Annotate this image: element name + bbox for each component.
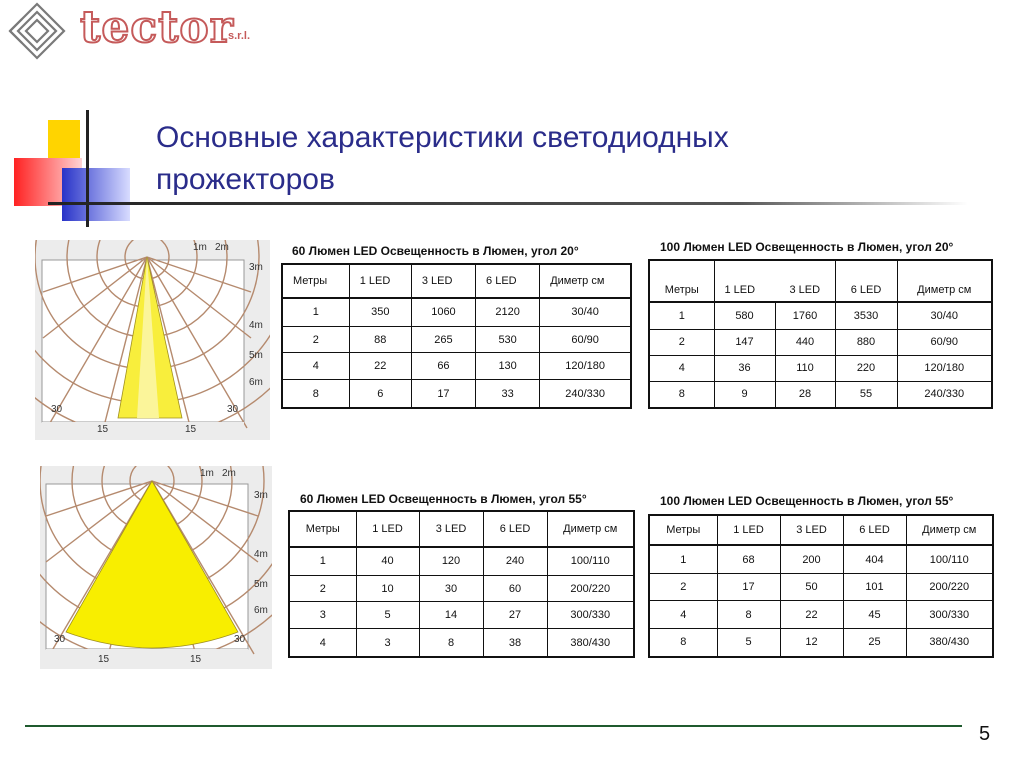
beam-diagram-20 (35, 240, 270, 440)
table-cell: 5 (356, 602, 419, 629)
column-header: Метры (649, 260, 714, 302)
table-row (649, 601, 993, 628)
column-header: Диметр см (547, 511, 634, 547)
scale-5m-label: 5m (249, 350, 263, 361)
column-header: Метры (282, 264, 349, 298)
table-cell: 380/430 (547, 629, 634, 657)
scale-2m-label: 2m (222, 468, 236, 479)
table-cell: 88 (349, 326, 411, 353)
table-cell: 45 (843, 601, 906, 628)
table-cell: 200/220 (547, 575, 634, 602)
scale-6m-label: 6m (254, 605, 268, 616)
table-caption-60-20: 60 Люмен LED Освещенность в Люмен, угол 20° (292, 244, 579, 258)
scale-4m-label: 4m (249, 320, 263, 331)
beam-diagram-55 (40, 466, 272, 669)
table-row (289, 602, 634, 629)
column-header: 6 LED (843, 515, 906, 545)
table-row (649, 381, 992, 408)
table-cell: 3 (289, 602, 356, 629)
table-cell: 5 (717, 628, 780, 657)
table-cell: 27 (483, 602, 547, 629)
column-header: Диметр см (906, 515, 993, 545)
table-cell: 55 (835, 381, 897, 408)
angle-left-label: 30 (51, 404, 63, 415)
table-cell: 8 (282, 380, 349, 408)
table-cell: 880 (835, 329, 897, 355)
table-cell: 380/430 (906, 628, 993, 657)
table-cell: 300/330 (547, 602, 634, 629)
table-cell: 530 (476, 326, 540, 353)
logo-mark-icon (2, 0, 72, 62)
table-row (289, 629, 634, 657)
table-cell: 22 (349, 353, 411, 380)
table-cell: 110 (775, 355, 835, 381)
table-cell: 17 (717, 574, 780, 601)
logo-text: tector (80, 2, 234, 53)
illumination-table-60-20 (281, 263, 632, 409)
table-row (649, 574, 993, 601)
table-cell: 350 (349, 298, 411, 326)
table-cell: 2 (282, 326, 349, 353)
table-cell: 66 (411, 353, 475, 380)
column-header: Диметр см (540, 264, 631, 298)
table-cell: 1 (282, 298, 349, 326)
table-cell: 2120 (476, 298, 540, 326)
table-cell: 60/90 (897, 329, 992, 355)
table-row (289, 547, 634, 575)
table-row (649, 628, 993, 657)
table-cell: 240/330 (897, 381, 992, 408)
table-cell: 265 (411, 326, 475, 353)
column-header: 6 LED (476, 264, 540, 298)
table-cell: 1 (649, 302, 714, 329)
bottom-right-label: 15 (185, 424, 197, 435)
scale-1m-label: 1m (193, 242, 207, 253)
column-header: 1 LED (349, 264, 411, 298)
table-cell: 404 (843, 545, 906, 574)
scale-5m-label: 5m (254, 579, 268, 590)
table-row (649, 329, 992, 355)
column-header: 3 LED (411, 264, 475, 298)
table-cell: 12 (780, 628, 843, 657)
table-cell: 200/220 (906, 574, 993, 601)
column-header: 1 LED (356, 511, 419, 547)
table-cell: 9 (714, 381, 775, 408)
table-cell: 2 (649, 574, 717, 601)
table-caption-100-20: 100 Люмен LED Освещенность в Люмен, угол 20° (660, 240, 954, 254)
table-cell: 100/110 (906, 545, 993, 574)
table-cell: 120/180 (540, 353, 631, 380)
table-cell: 4 (649, 355, 714, 381)
table-cell: 220 (835, 355, 897, 381)
table-cell: 2 (289, 575, 356, 602)
table-cell: 36 (714, 355, 775, 381)
table-row (282, 298, 631, 326)
table-row (649, 545, 993, 574)
table-cell: 8 (649, 381, 714, 408)
bottom-left-label: 15 (98, 654, 110, 665)
page-number: 5 (979, 723, 991, 745)
table-cell: 3530 (835, 302, 897, 329)
column-header: Метры (289, 511, 356, 547)
table-cell: 60 (483, 575, 547, 602)
table-cell: 200 (780, 545, 843, 574)
table-cell: 30/40 (897, 302, 992, 329)
table-cell: 28 (775, 381, 835, 408)
angle-right-label: 30 (234, 634, 246, 645)
table-cell: 240 (483, 547, 547, 575)
column-header: Диметр см (897, 260, 992, 302)
column-header: 3 LED (775, 260, 835, 302)
bottom-left-label: 15 (97, 424, 109, 435)
column-header: Метры (649, 515, 717, 545)
table-row (282, 326, 631, 353)
table-caption-100-55: 100 Люмен LED Освещенность в Люмен, угол 55° (660, 494, 954, 508)
table-cell: 6 (349, 380, 411, 408)
scale-2m-label: 2m (215, 242, 229, 253)
table-cell: 1 (649, 545, 717, 574)
bottom-right-label: 15 (190, 654, 202, 665)
table-cell: 440 (775, 329, 835, 355)
table-cell: 1060 (411, 298, 475, 326)
table-cell: 120 (419, 547, 483, 575)
table-cell: 100/110 (547, 547, 634, 575)
angle-left-label: 30 (54, 634, 66, 645)
table-cell: 580 (714, 302, 775, 329)
table-cell: 240/330 (540, 380, 631, 408)
table-cell: 14 (419, 602, 483, 629)
angle-right-label: 30 (227, 404, 239, 415)
column-header: 6 LED (483, 511, 547, 547)
table-cell: 147 (714, 329, 775, 355)
scale-6m-label: 6m (249, 377, 263, 388)
table-cell: 120/180 (897, 355, 992, 381)
footer-divider (25, 725, 962, 727)
illumination-table-100-20 (648, 259, 993, 409)
table-cell: 2 (649, 329, 714, 355)
title-line-2: прожекторов (156, 163, 335, 196)
table-cell: 30 (419, 575, 483, 602)
tector-logo (0, 0, 270, 62)
table-cell: 4 (289, 629, 356, 657)
column-header: 1 LED (717, 515, 780, 545)
table-cell: 1760 (775, 302, 835, 329)
table-cell: 22 (780, 601, 843, 628)
table-cell: 10 (356, 575, 419, 602)
illumination-table-60-55 (288, 510, 635, 658)
table-cell: 68 (717, 545, 780, 574)
illumination-table-100-55 (648, 514, 994, 658)
table-cell: 30/40 (540, 298, 631, 326)
table-cell: 60/90 (540, 326, 631, 353)
table-row (649, 355, 992, 381)
table-cell: 40 (356, 547, 419, 575)
scale-1m-label: 1m (200, 468, 214, 479)
table-row (649, 302, 992, 329)
table-cell: 101 (843, 574, 906, 601)
table-cell: 3 (356, 629, 419, 657)
table-cell: 38 (483, 629, 547, 657)
column-header: 3 LED (780, 515, 843, 545)
table-cell: 1 (289, 547, 356, 575)
table-cell: 300/330 (906, 601, 993, 628)
table-row (289, 575, 634, 602)
table-cell: 4 (649, 601, 717, 628)
table-row (282, 380, 631, 408)
table-cell: 25 (843, 628, 906, 657)
page-title (156, 117, 936, 201)
column-header: 6 LED (835, 260, 897, 302)
table-cell: 8 (717, 601, 780, 628)
table-cell: 8 (419, 629, 483, 657)
scale-3m-label: 3m (254, 490, 268, 501)
logo-suffix: s.r.l. (228, 30, 251, 42)
table-cell: 33 (476, 380, 540, 408)
column-header: 3 LED (419, 511, 483, 547)
table-cell: 8 (649, 628, 717, 657)
table-cell: 130 (476, 353, 540, 380)
table-cell: 50 (780, 574, 843, 601)
table-cell: 17 (411, 380, 475, 408)
table-caption-60-55: 60 Люмен LED Освещенность в Люмен, угол 55° (300, 492, 587, 506)
title-line-1: Основные характеристики светодиодных (156, 121, 729, 154)
scale-4m-label: 4m (254, 549, 268, 560)
scale-3m-label: 3m (249, 262, 263, 273)
column-header: 1 LED (714, 260, 775, 302)
table-cell: 4 (282, 353, 349, 380)
table-row (282, 353, 631, 380)
